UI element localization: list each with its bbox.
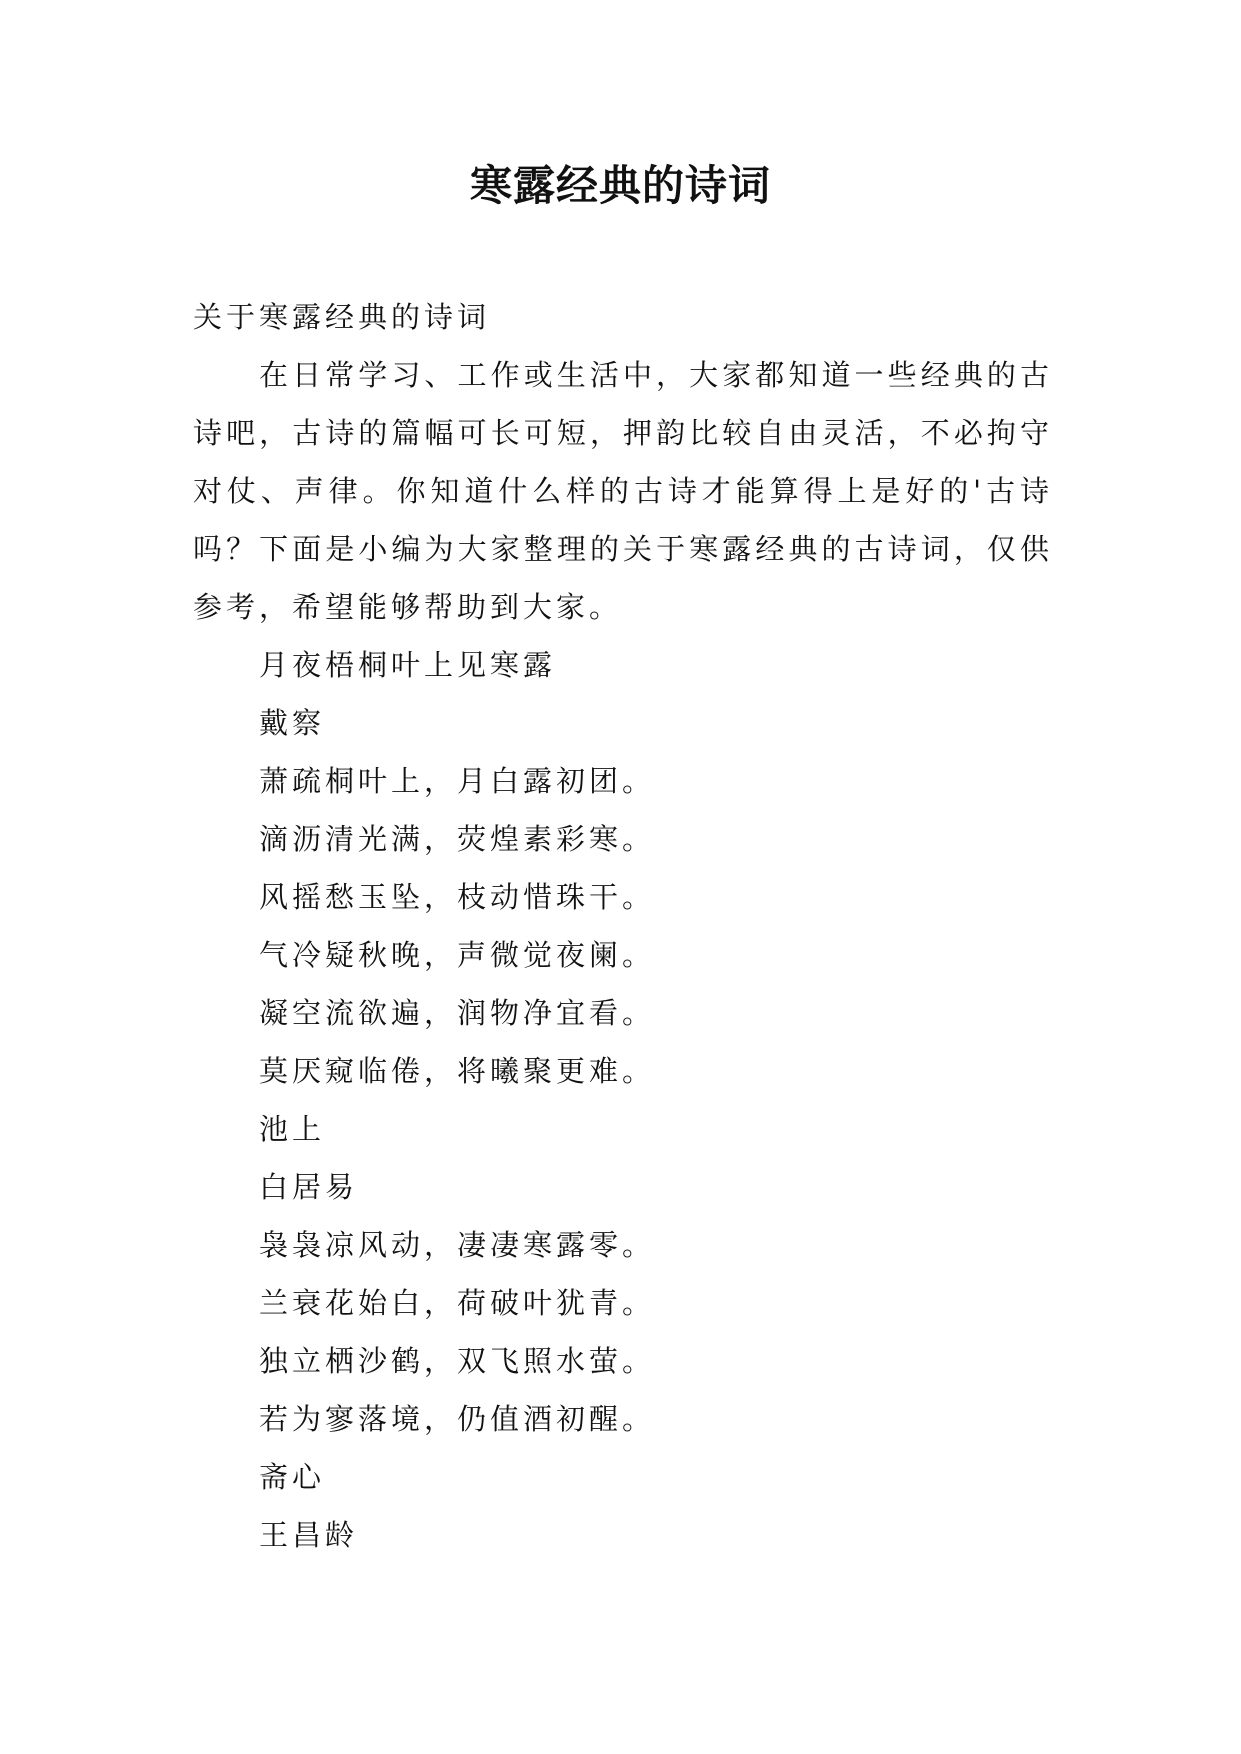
intro-paragraph: 在日常学习、工作或生活中，大家都知道一些经典的古诗吧，古诗的篇幅可长可短，押韵比较自由灵活，不必拘守对仗、声律。你知道什么样的古诗才能算得上是好的'古诗吗？下面是小编为大家整理的关于寒露经典的古诗词，仅供参考，希望能够帮助到大家。 — [193, 358, 1053, 624]
poem-author: 白居易 — [259, 1170, 359, 1204]
poem-title: 月夜梧桐叶上见寒露 — [259, 648, 557, 682]
poem-line: 萧疏桐叶上，月白露初团。 — [259, 764, 656, 798]
poem-line: 若为寥落境，仍值酒初醒。 — [259, 1402, 656, 1436]
poem-line: 兰衰花始白，荷破叶犹青。 — [259, 1286, 656, 1320]
section-heading: 关于寒露经典的诗词 — [193, 300, 491, 334]
poem-author: 王昌龄 — [259, 1518, 359, 1552]
poem-line: 凝空流欲遍，润物净宜看。 — [259, 996, 656, 1030]
poem-line: 独立栖沙鹤，双飞照水萤。 — [259, 1344, 656, 1378]
poem-line: 袅袅凉风动，凄凄寒露零。 — [259, 1228, 656, 1262]
poem-title: 斋心 — [259, 1460, 326, 1494]
poem-line: 气冷疑秋晚，声微觉夜阑。 — [259, 938, 656, 972]
document-body — [193, 288, 1053, 1564]
poem-author: 戴察 — [259, 706, 326, 740]
poem-line: 滴沥清光满，荧煌素彩寒。 — [259, 822, 656, 856]
poem-line: 莫厌窥临倦，将曦聚更难。 — [259, 1054, 656, 1088]
document-title: 寒露经典的诗词 — [469, 161, 771, 210]
poem-title: 池上 — [259, 1112, 326, 1146]
poem-line: 风摇愁玉坠，枝动惜珠干。 — [259, 880, 656, 914]
